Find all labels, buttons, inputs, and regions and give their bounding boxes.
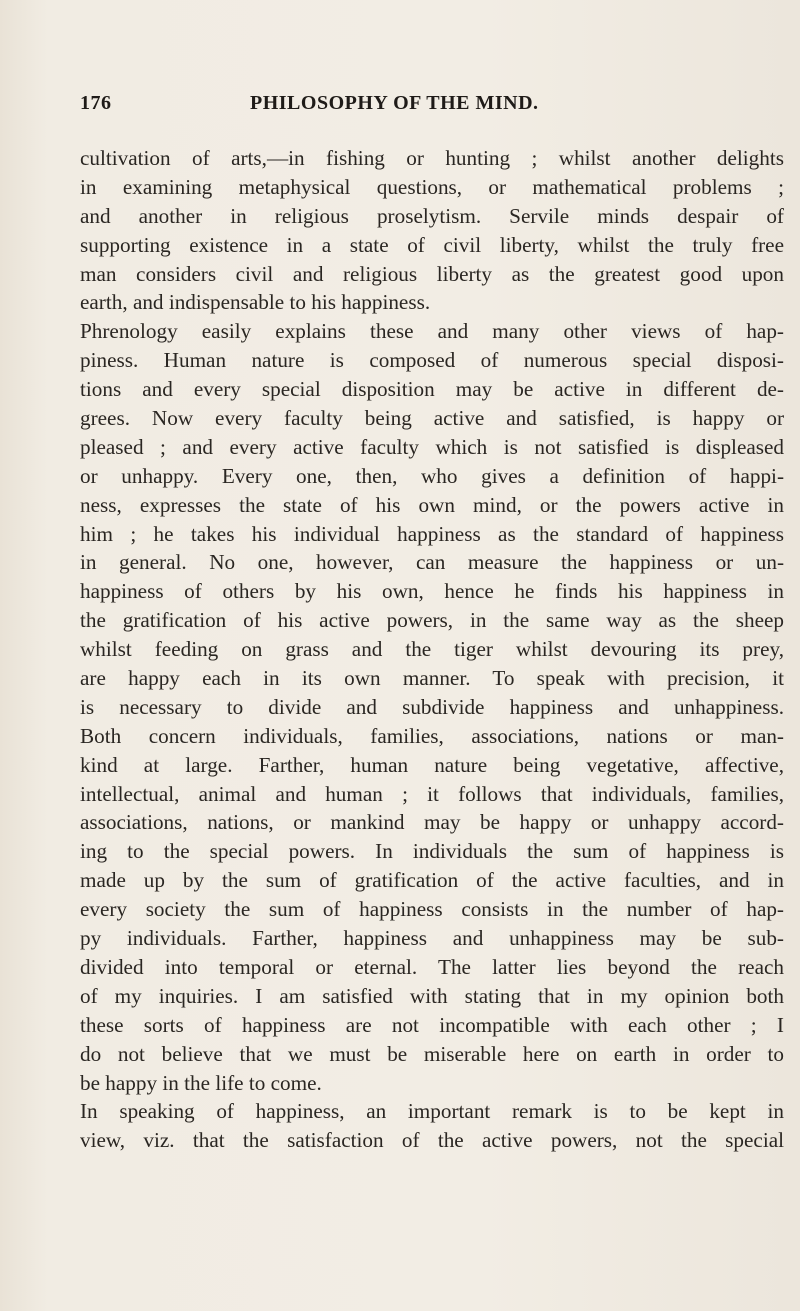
running-head [80,92,780,122]
text-line: these sorts of happiness are not incompatible with each other ; I [80,1012,784,1037]
text-line: do not believe that we must be miserable here on earth in order to [80,1041,784,1066]
text-line: piness. Human nature is composed of numerous special disposi- [80,348,784,373]
text-line: in examining metaphysical questions, or mathematical problems ; [80,174,784,199]
text-line: the gratification of his active powers, in the same way as the sheep [80,608,784,633]
body-text [80,144,784,1155]
text-line: py individuals. Farther, happiness and unhappiness may be sub- [80,926,784,951]
text-line: in general. No one, however, can measure the happiness or un- [80,550,784,575]
text-line: earth, and indispensable to his happiness. [80,290,431,315]
page-number: 176 [80,92,112,114]
text-line: grees. Now every faculty being active and satisfied, is happy or [80,406,784,431]
text-line: view, viz. that the satisfaction of the active powers, not the special [80,1128,784,1153]
text-line: Phrenology easily explains these and many other views of hap- [80,319,784,344]
text-line: tions and every special disposition may be active in different de- [80,377,784,402]
text-line: supporting existence in a state of civil liberty, whilst the truly free [80,232,784,257]
page-title: PHILOSOPHY OF THE MIND. [250,92,539,114]
text-line: associations, nations, or mankind may be happy or unhappy accord- [80,810,784,835]
text-line: Both concern individuals, families, associations, nations or man- [80,723,784,748]
text-line: is necessary to divide and subdivide happiness and unhappiness. [80,694,784,719]
text-line: pleased ; and every active faculty which is not satisfied is displeased [80,434,784,459]
text-line: In speaking of happiness, an important remark is to be kept in [80,1099,784,1124]
text-line: of my inquiries. I am satisfied with stating that in my opinion both [80,983,784,1008]
text-line: kind at large. Farther, human nature being vegetative, affective, [80,752,784,777]
text-line: every society the sum of happiness consists in the number of hap- [80,897,784,922]
text-line: him ; he takes his individual happiness as the standard of happiness [80,521,784,546]
text-line: ness, expresses the state of his own mind, or the powers active in [80,492,784,517]
text-line: man considers civil and religious liberty as the greatest good upon [80,261,784,286]
text-line: are happy each in its own manner. To speak with precision, it [80,666,784,691]
text-line: cultivation of arts,—in fishing or hunting ; whilst another delights [80,146,784,170]
text-line: happiness of others by his own, hence he finds his happiness in [80,579,784,604]
text-line: or unhappy. Every one, then, who gives a definition of happi- [80,463,784,488]
text-line: divided into temporal or eternal. The latter lies beyond the reach [80,954,784,979]
text-line: whilst feeding on grass and the tiger whilst devouring its prey, [80,637,784,662]
text-line: and another in religious proselytism. Servile minds despair of [80,203,784,228]
text-line: made up by the sum of gratification of the active faculties, and in [80,868,784,893]
text-line: intellectual, animal and human ; it follows that individuals, families, [80,781,784,806]
text-line: ing to the special powers. In individuals the sum of happiness is [80,839,784,864]
text-line: be happy in the life to come. [80,1070,322,1095]
